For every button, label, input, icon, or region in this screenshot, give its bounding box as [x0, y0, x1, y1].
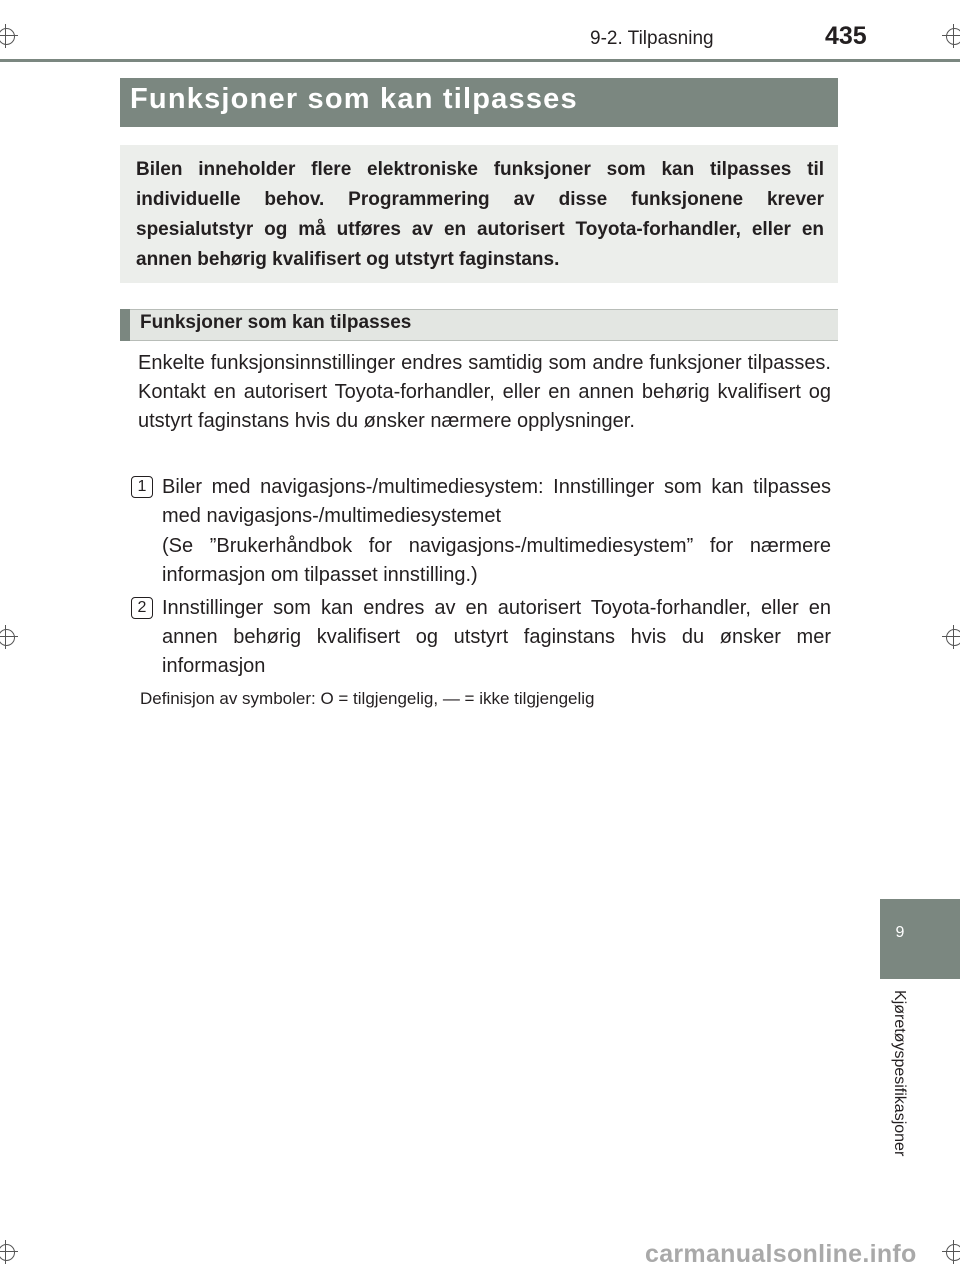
watermark: carmanualsonline.info: [645, 1240, 917, 1268]
intro-text: Bilen inneholder flere elektroniske funksjoner som kan tilpasses til individuelle behov. Programmering av disse funksjonene krever spesialutstyr og må utføres av en autorisert Toyota-forhandler, eller en annen behørig kvalifisert og utstyrt faginstans.: [136, 159, 824, 270]
item-number-badge: 1: [131, 476, 153, 498]
subheading-accent: [120, 309, 130, 341]
body-paragraph: Enkelte funksjonsinnstillinger endres samtidig som andre funksjoner tilpasses. Kontakt en autorisert Toyota-forhandler, eller en annen behørig kvalifisert og utstyrt faginstans hvis du ønsker nærmere opplysninger.: [138, 352, 831, 432]
list-item-text: Biler med navigasjons-/multimediesystem: Innstillinger som kan tilpasses med navigasjons-/multimediesystemet: [162, 476, 831, 527]
chapter-title: Kjøretøyspesifikasjoner: [891, 990, 908, 1157]
chapter-label: [880, 990, 920, 1200]
crop-mark-mid-right: [942, 625, 960, 649]
header-section-title: 9-2. Tilpasning: [590, 28, 714, 49]
crop-mark-top-right: [942, 24, 960, 48]
crop-mark-mid-left: [0, 625, 18, 649]
subheading-text: Funksjoner som kan tilpasses: [140, 312, 412, 333]
chapter-number: 9: [895, 924, 905, 941]
page-number: 435: [825, 22, 867, 50]
item-number-badge: 2: [131, 597, 153, 619]
list-item-text: Innstillinger som kan endres av en autorisert Toyota-forhandler, eller en annen behørig kvalifisert og utstyrt faginstans hvis du ønsker mer informasjon: [162, 597, 831, 677]
list-item-note: (Se ”Brukerhåndbok for navigasjons-/multimediesystem” for nærmere informasjon om tilpasset innstilling.): [162, 535, 831, 586]
crop-mark-bottom-left: [0, 1240, 18, 1264]
header-divider: [0, 59, 960, 62]
crop-mark-bottom-right: [942, 1240, 960, 1264]
symbol-definition: Definisjon av symboler: O = tilgjengelig, — = ikke tilgjengelig: [140, 689, 595, 708]
page-title: Funksjoner som kan tilpasses: [130, 83, 578, 115]
crop-mark-top-left: [0, 24, 18, 48]
